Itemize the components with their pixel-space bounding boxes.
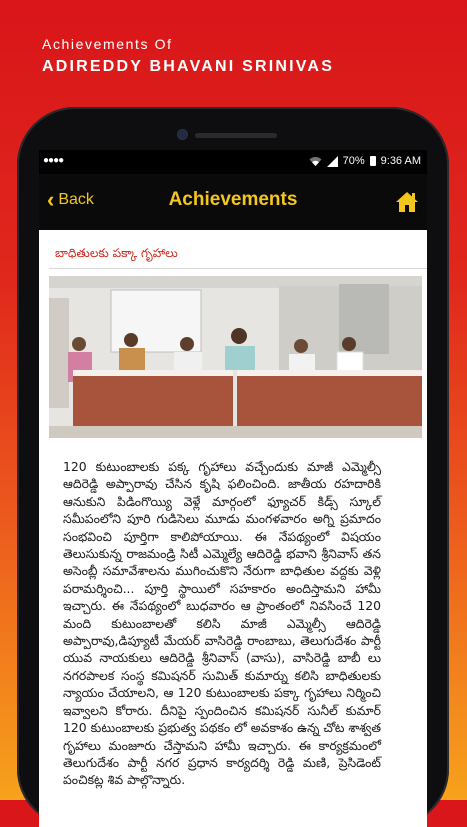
article-photo xyxy=(49,276,422,438)
home-icon[interactable] xyxy=(395,190,419,214)
phone-frame xyxy=(17,107,449,827)
promo-name: ADIREDDY BHAVANI SRINIVAS xyxy=(42,58,335,75)
article-card xyxy=(45,246,427,789)
status-bar xyxy=(39,150,427,174)
signal-dots: ●●●● xyxy=(43,155,64,166)
app-bar xyxy=(39,174,427,230)
phone-screen xyxy=(39,150,427,827)
chevron-left-icon: ‹ xyxy=(47,187,55,212)
article-body: 120 కుటుంబాలకు పక్క గృహాలు వచ్చేందుకు మాజీ ఎమ్మెల్సీ ఆదిరెడ్డి అప్పారావు చేసిన కృషి ఫలించింది. జాతీయ రహదారికి ఆనుకుని పిడింగొయ్యి వెళ్లే మార్గంలో ఫ్యూచర్ కిడ్స్ స్కూల్ సమీపంలోని పూరి గుడిసెలు మూడు మంగళవారం అగ్ని ప్రమాదం సంభవించి పూర్తిగా కాలిపోయాయి. ఈ నేపథ్యంలో విషయం తెలుసుకున్న రాజమండ్రి సిటీ ఎమ్మెల్యే ఆదిరెడ్డి భవాని శ్రీనివాస్ తన అసెంబ్లీ సమావేశాలను ముగించుకొని నేరుగా బాధితుల వద్దకు వెళ్లి పరామర్శించి... పూర్తి స్థాయిలో సహకారం అందిస్తామని హామీ ఇచ్చారు. ఈ నేపథ్యంలో బుధవారం ఆ ప్రాంతంలో నివసించే 120 మంది కుటుంబాలతో కలిసి మాజీ ఎమ్మెల్సీ ఆదిరెడ్డి అప్పారావు,డిప్యూటీ మేయర్ వాసిరెడ్డి రాంబాబు, తెలుగుదేశం పార్టీ యువ నాయకులు ఆదిరెడ్డి శ్రీనివాస్ (వాసు), వాసిరెడ్డి బాబీ లు నగరపాలక సంస్థ కమిషనర్ సుమిత్ కుమార్ను కలిసి బాధితులకు న్యాయం చేయాలని, ఆ 120 కుటుంబాలకు పక్కా గృహాలు నిర్మించి ఇవ్వాలని కోరారు. దీనిపై స్పందించిన కమిషనర్ సునీల్ కుమార్ 120 కుటుంబాలకు ప్రభుత్వ పథకం లో అవకాశం ఉన్న చోట శాశ్వత గృహాలు మంజూరు చేస్తామని హామీ ఇచ్చారు. ఈ కార్యక్రమంలో తెలుగుదేశం పార్టీ నగర ప్రధాన కార్యదర్శి రెడ్డి మణి, ప్రెసిడెంట్ పంచికట్ల శివ పాల్గొన్నారు. xyxy=(63,459,381,788)
speaker-grille xyxy=(195,133,277,138)
title-divider xyxy=(49,268,427,269)
wifi-icon xyxy=(309,156,322,167)
status-time: 9:36 AM xyxy=(380,155,421,167)
battery-icon xyxy=(370,156,376,166)
article-title: బాధితులకు పక్కా గృహాలు xyxy=(55,246,178,260)
content-area[interactable] xyxy=(39,230,427,789)
meeting-photo xyxy=(49,276,422,438)
status-right xyxy=(309,155,421,167)
back-label: Back xyxy=(58,191,94,208)
battery-percent: 70% xyxy=(342,155,365,167)
promo-heading: Achievements Of xyxy=(42,36,173,52)
cell-signal-icon xyxy=(327,156,338,167)
camera-icon xyxy=(177,129,188,140)
page-title: Achievements xyxy=(168,189,298,210)
